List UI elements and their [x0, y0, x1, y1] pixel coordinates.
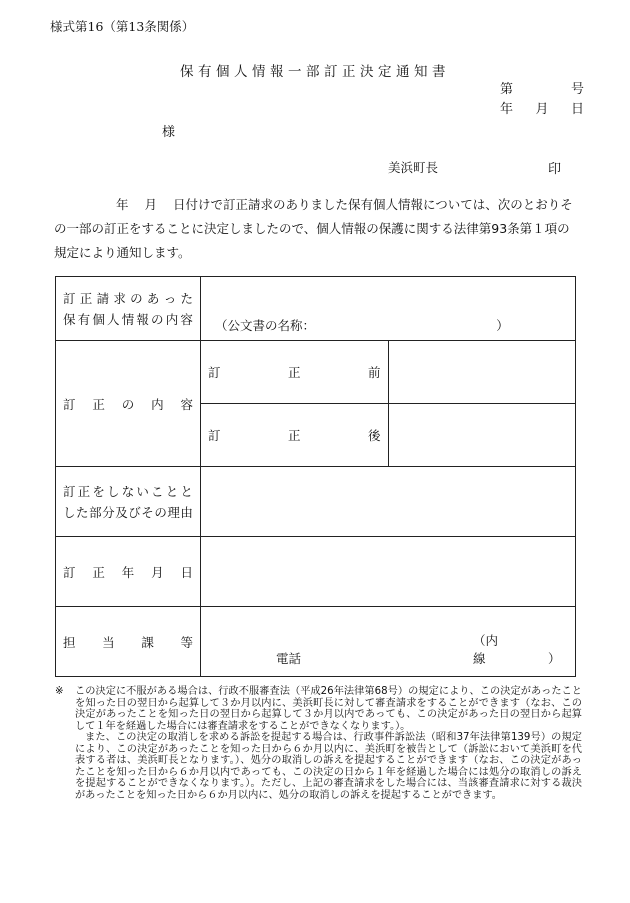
label-line — [63, 395, 193, 413]
label-correction-date-char: 正 — [92, 564, 105, 580]
label-char: 分 — [102, 504, 115, 520]
label-char: 及 — [115, 504, 128, 520]
label-char: を — [92, 483, 105, 499]
label-department-char: 課 — [141, 634, 154, 650]
body-year: 年 — [116, 197, 129, 212]
label-char: 正 — [77, 483, 91, 499]
label-department-char: 当 — [102, 634, 115, 650]
addressee: 様 — [162, 125, 176, 140]
date-day-label: 日 — [570, 102, 584, 117]
label-line — [208, 363, 381, 381]
label-before-char: 訂 — [208, 365, 221, 380]
label-before-char: 正 — [287, 365, 301, 380]
label-char: 求 — [113, 290, 126, 306]
doc-number-label-dai: 第 — [500, 82, 514, 97]
label-correction-content-char: 容 — [180, 396, 193, 412]
label-line — [63, 502, 193, 523]
document-name-field: （公文書の名称： ） — [215, 318, 509, 333]
label-line — [208, 426, 381, 444]
label-char: 容 — [180, 311, 193, 327]
label-department-char: 担 — [63, 634, 76, 650]
note-paragraph-2: また、この決定の取消しを求める訴訟を提起する場合は、行政事件訴訟法（昭和37年法律第139号）の規定により、この決定があったことを知った日から６か月以内に、美浜町を被告として（訴訟において美浜町を代表する者は、美浜町長となります。）、処分の取消しの訴えを提起することができます（なお、この決定があったことを知った日から６か月以内であっても、この決定の日から１年を経過した場合には処分の取消しの訴えを提起することができなくなります。）。ただし、上記の審査請求をした場合には、当該審査請求に対する裁決があったことを知った日から６か月以内に、処分の取消しの訴えを提起することができます。 — [75, 732, 582, 801]
label-correction-date-char: 年 — [121, 564, 135, 580]
label-correction-date-char: 日 — [180, 564, 193, 580]
body-paragraph — [54, 193, 582, 265]
label-correction-content-char: 正 — [92, 396, 105, 412]
document-date — [500, 98, 584, 117]
document-number — [500, 78, 584, 97]
extension-field: （内線 ） — [473, 633, 561, 666]
label-char: 保 — [63, 311, 76, 327]
label-char: と — [180, 483, 193, 499]
label-char: こ — [151, 483, 164, 499]
label-char: 個 — [92, 311, 105, 327]
label-char: 正 — [79, 290, 93, 306]
seal-mark: 印 — [548, 162, 562, 177]
label-line — [63, 309, 193, 330]
label-char: の — [154, 504, 167, 520]
body-month: 月 — [144, 197, 158, 212]
label-correction-content-char: 訂 — [63, 396, 76, 412]
row-correction-date-label — [56, 537, 201, 607]
label-char: の — [151, 311, 164, 327]
label-char: し — [107, 483, 120, 499]
label-char: た — [180, 290, 193, 306]
label-char: 部 — [89, 504, 102, 520]
date-year-label: 年 — [500, 102, 514, 117]
label-char: あ — [146, 290, 160, 306]
appeal-notice — [55, 686, 582, 801]
sender-name: 美浜町長 — [388, 160, 439, 175]
label-before-char: 前 — [367, 365, 381, 380]
label-char: っ — [163, 290, 177, 306]
label-char: い — [136, 483, 149, 499]
label-char: 訂 — [63, 290, 76, 306]
row-requested-info-label — [56, 277, 201, 341]
label-char: び — [128, 504, 141, 520]
label-char: そ — [141, 504, 154, 520]
label-line — [63, 481, 193, 502]
label-char: 由 — [180, 504, 193, 520]
label-char: と — [165, 483, 179, 499]
label-char: 請 — [96, 290, 110, 306]
before-label-cell — [201, 341, 389, 404]
form-number: 様式第16（第13条関係） — [50, 19, 195, 34]
correction-date-value — [201, 537, 576, 607]
label-char: た — [76, 504, 89, 520]
row-department-label — [56, 607, 201, 677]
label-char: 訂 — [63, 483, 76, 499]
after-value — [388, 404, 576, 467]
label-char: し — [63, 504, 76, 520]
row-correction-content-label — [56, 341, 201, 467]
label-char: 有 — [77, 311, 91, 327]
label-line — [63, 563, 193, 581]
label-char: 情 — [121, 311, 135, 327]
body-text: 日付けで訂正請求のありました保有個人情報については、次のとおりその一部の訂正をすることに決定しましたので、個人情報の保護に関する法律第93条第１項の規定により通知します。 — [54, 197, 573, 260]
label-char: の — [130, 290, 143, 306]
label-correction-content-char: 内 — [151, 396, 164, 412]
label-correction-date-char: 月 — [151, 564, 164, 580]
label-char: 内 — [165, 311, 179, 327]
date-month-label: 月 — [535, 102, 549, 117]
label-line — [63, 288, 193, 309]
decision-table — [55, 276, 576, 677]
note-paragraph-1: この決定に不服がある場合は、行政不服審査法（平成26年法律第68号）の規定により、この決定があったことを知った日の翌日から起算して３か月以内に、美浜町長に対して審査請求をすることができます（なお、この決定があったことを知った日の翌日から起算して３か月以内であっても、この決定があった日の翌日から起算して１年を経過した場合には審査請求をすることができなくなります。）。 — [75, 686, 582, 732]
doc-number-label-go: 号 — [570, 82, 584, 97]
not-corrected-value — [201, 467, 576, 537]
label-line — [63, 633, 193, 651]
label-correction-content-char: の — [121, 396, 135, 412]
label-department-char: 等 — [180, 634, 193, 650]
department-value — [201, 607, 576, 677]
row-not-corrected-label — [56, 467, 201, 537]
before-value — [388, 341, 576, 404]
label-after-char: 訂 — [208, 428, 221, 443]
note-mark: ※ — [55, 686, 64, 697]
document-title: 保有個人情報一部訂正決定通知書 — [180, 64, 450, 80]
label-correction-date-char: 訂 — [63, 564, 76, 580]
requested-info-value — [201, 277, 576, 341]
phone-label: 電話 — [276, 651, 302, 666]
label-after-char: 正 — [287, 428, 301, 443]
label-char: 理 — [167, 504, 180, 520]
label-char: 報 — [136, 311, 149, 327]
label-char: 人 — [107, 311, 120, 327]
label-char: な — [121, 483, 135, 499]
after-label-cell — [201, 404, 389, 467]
label-after-char: 後 — [367, 428, 381, 443]
